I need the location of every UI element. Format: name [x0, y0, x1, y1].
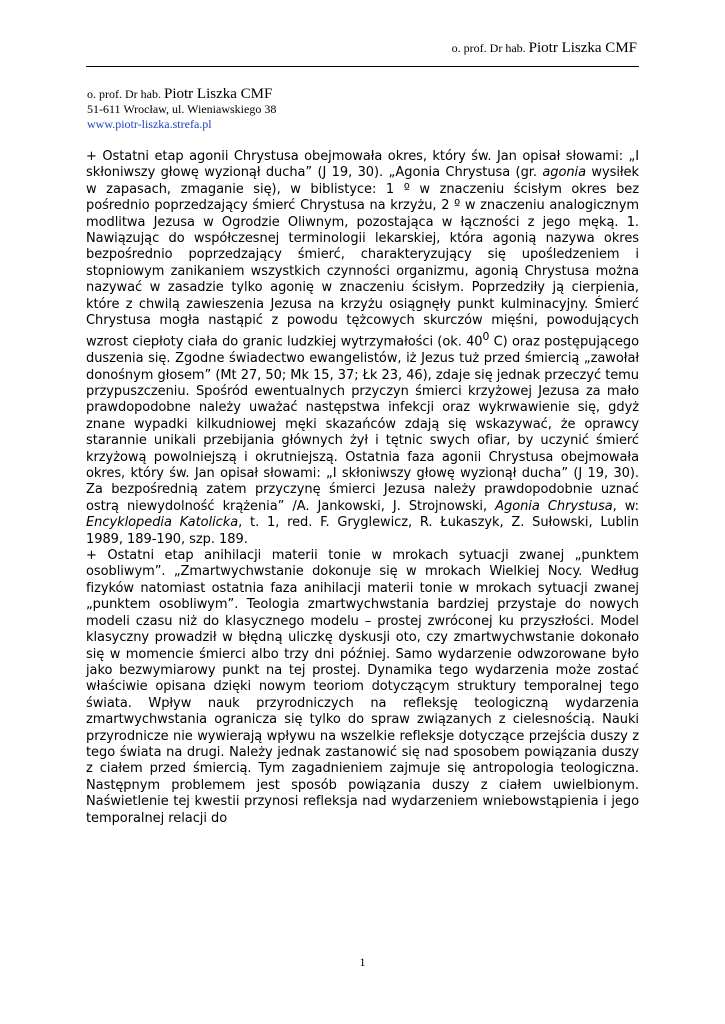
degree-superscript: 0 [482, 330, 490, 344]
text-run: C) oraz postępującego duszenia się. Zgodne świadectwo ewangelistów, iż Jezus tuż przed śmiercią „zawołał donośnym głosem” (Mt 27, 50; Mk 15, 37; Łk 23, 46), zdaje się jednak przeczyć temu przypuszczeniu. Spośród ewentualnych przyczyn śmierci krzyżowej Jezusa za mało prawdopodobne należy uważać następstwa infekcji oraz wykrwawienie się, gdyż znane wypadki kilkudniowej męki skazańców zdają się wskazywać, że oprawcy starannie unikali przebijania głównych żył i tętnic swych ofiar, by uczynić śmierć krzyżową powolniejszą i okrutniejszą. Ostatnia faza agonii Chrystusa obejmowała okres, który św. Jan opisał słowami: „I skłoniwszy głowę wyzionął ducha” (J 19, 30). Za bezpośrednią zatem przyczynę śmierci Jezusa należy prawdopodobnie uznać ostrą niewydolność krążenia” /A. Jankowski, J. Strojnowski, [86, 334, 639, 514]
author-website-link[interactable]: www.piotr-liszka.strefa.pl [87, 117, 212, 131]
running-header [452, 40, 637, 57]
running-header-prefix: o. prof. Dr hab. [451, 41, 526, 55]
paragraph-annihilation: + Ostatni etap anihilacji materii tonie w mrokach sytuacji zwanej „punktem osobliwym”. „Zmartwychwstanie dokonuje się w mrokach Wielkiej Nocy. Według fizyków natomiast ostatnia faza anihilacji materii tonie w mrokach sytuacji zwanej „punktem osobliwym”. Teologia zmartwychwstania bardziej przystaje do nowych modeli czasu niż do klasycznego modelu – prostej zwróconej ku przyszłości. Model klasyczny prowadził w błędną uliczkę dyskusji oto, czy zmartwychwstanie dokonało się w momencie śmierci albo trzy dni później. Samo wydarzenie odwzorowane było jako bezwymiarowy punkt na tej prostej. Dynamika tego wydarzenia może zostać właściwie opisana dzięki nowym teoriom dotyczącym struktury temporalnej tego świata. Wpływ nauk przyrodniczych na refleksję teologiczną wydarzenia zmartwychwstania ogranicza się tylko do spraw związanych z cielesnością. Nauki przyrodnicze nie wywierają wpływu na wszelkie refleksje dotyczące przejścia duszy z tego świata na drugi. Należy jednak zastanowić się nad sposobem powiązania duszy z ciałem przed śmiercią. Tym zagadnieniem zajmuje się antropologia teologiczna. Następnym problemem jest sposób powiązania duszy z ciałem uwielbionym. Naświetlenie tej kwestii przynosi refleksja nad wydarzeniem wniebowstąpienia i jego temporalnej relacji do [86, 548, 639, 826]
text-run: , w: [612, 498, 639, 514]
author-name: Piotr Liszka CMF [163, 86, 273, 102]
paragraph-agony [86, 149, 639, 548]
running-header-name: Piotr Liszka CMF [528, 40, 637, 56]
page-number: 1 [359, 955, 366, 969]
header-rule [86, 66, 639, 67]
author-address: 51-611 Wrocław, ul. Wieniawskiego 38 [87, 102, 277, 116]
document-body [86, 149, 639, 827]
author-prefix: o. prof. Dr hab. [87, 87, 161, 101]
text-run: + Ostatni etap agonii Chrystusa obejmowała okres, który św. Jan opisał słowami: „I skłoniwszy głowę wyzionął ducha” (J 19, 30). „Agonia Chrystusa (gr. [86, 149, 639, 181]
author-block [87, 87, 276, 132]
author-line [87, 87, 276, 102]
italic-title: Encyklopedia Katolicka [86, 515, 239, 531]
text-run: , t. 1, red. F. Gryglewicz, R. Łukaszyk, Z. Sułowski, Lublin 1989, 189-190, szp. 189. [86, 515, 639, 547]
italic-term: agonia [542, 165, 587, 181]
text-run: wysiłek w zapasach, zmaganie się), w biblistyce: 1 º w znaczeniu ścisłym okres bez pośrednio poprzedzający śmierć Chrystusa na krzyżu, 2 º w znaczeniu analogicznym modlitwa Jezusa w Ogrodzie Oliwnym, pozostająca w łączności z jego męką. 1. Nawiązując do współczesnej terminologii lekarskiej, która agonią nazywa okres bezpośrednio poprzedzający śmierć, charakteryzujący się upośledzeniem i stopniowym zanikaniem wszystkich czynności organizmu, agonią Chrystusa można nazywać w zasadzie tylko agonię w znaczeniu ścisłym. Poprzedziły ją cierpienia, które z chwilą zawieszenia Jezusa na krzyżu osiągnęły punkt kulminacyjny. Śmierć Chrystusa mogła nastąpić z powodu tężcowych skurczów mięśni, powodujących wzrost ciepłoty ciała do granic ludzkiej wytrzymałości (ok. 40 [86, 165, 639, 350]
italic-title: Agonia Chrystusa [495, 498, 613, 514]
